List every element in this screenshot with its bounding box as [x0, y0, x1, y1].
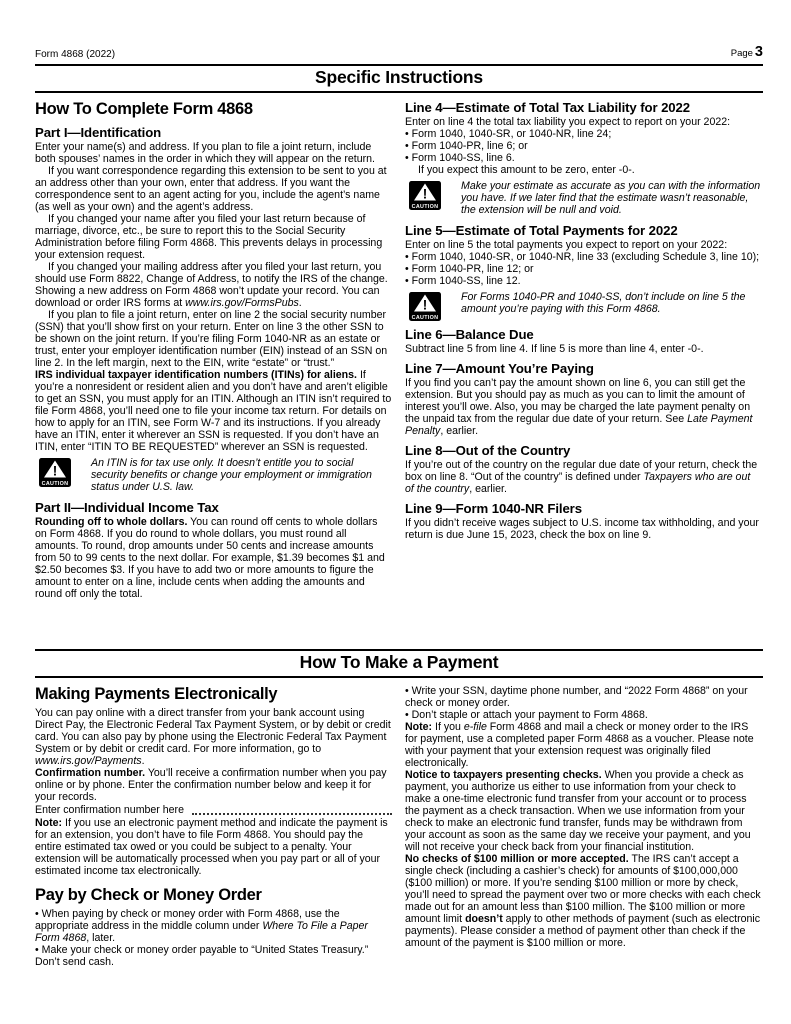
line-heading: Line 5—Estimate of Total Payments for 2022	[405, 222, 678, 238]
bullet-item: • Form 1040, 1040-SR, or 1040-NR, line 33 (excluding Schedule 3, line 10);	[405, 250, 760, 263]
subsection-heading: Pay by Check or Money Order	[35, 886, 262, 904]
confirmation-line	[35, 804, 392, 817]
caution-text: An ITIN is for tax use only. It doesn’t entitle you to social security benefits or change your employment or immigration status under U.S. law.	[91, 457, 372, 494]
bold-text: doesn’t	[465, 913, 503, 925]
subsection-heading: How To Complete Form 4868	[35, 100, 253, 118]
payment-right-column	[405, 685, 762, 968]
section-bar-specific-instructions	[35, 64, 763, 93]
line-heading: Line 7—Amount You’re Paying	[405, 360, 594, 376]
specific-instructions-right-column	[405, 100, 762, 649]
paragraph: If you didn’t receive wages subject to U.S. income tax withholding, and your return is due June 15, 2023, check the box on line 9.	[405, 516, 759, 541]
italic-text: Late Payment Penalty	[405, 412, 753, 437]
bullet-item: • Form 1040-SS, line 12.	[405, 274, 521, 287]
payment-columns	[35, 685, 763, 968]
paragraph: If you changed your mailing address after you filed your last return, you should use Form 8822, Change of Address, to notify the IRS of the change. Showing a new address on Form 4868 won’t update your record. You can download or order IRS forms at www.irs.gov/FormsPubs.	[35, 261, 388, 309]
bullet-item: • Form 1040-PR, line 6; or	[405, 140, 528, 152]
caution-note	[405, 180, 762, 217]
paragraph: If you’re out of the country on the regular due date of your return, check the box on line 8. “Out of the country” is defined under Taxpayers who are out of the country, earlier.	[405, 458, 758, 495]
bold-text: Note:	[405, 721, 433, 733]
paragraph: If you changed your name after you filed your last return because of marriage, divorce, etc., be sure to report this to the Social Security Administration before filing Form 4868. This prevents delays in processing your extension request.	[35, 213, 383, 261]
section-title-how-to-make-a-payment: How To Make a Payment	[299, 652, 499, 672]
page-number-value: 3	[754, 44, 763, 60]
paragraph: Confirmation number. You’ll receive a confirmation number when you pay online or by phone. Enter the confirmation number below and keep it for your records.	[35, 767, 387, 803]
form-id: Form 4868 (2022)	[35, 49, 116, 60]
paragraph: You can pay online with a direct transfer from your bank account using Direct Pay, the Electronic Federal Tax Payment System, or by debit or credit card. You can also pay by phone using the Electronic Federal Tax Payment System or by debit or credit card. For more information, go to www.irs.gov/Payments.	[35, 707, 391, 767]
payment-left-column	[35, 685, 392, 968]
paragraph: Enter your name(s) and address. If you plan to file a joint return, include both spouses’ names in the order in which they will appear on the return.	[35, 141, 375, 165]
paragraph: Rounding off to whole dollars. You can round off cents to whole dollars on Form 4868. If you do round to whole dollars, you must round all amounts. To round, drop amounts under 50 cents and increase amounts from 50 to 99 cents to the next dollar. For example, $1.39 becomes $1 and $2.50 becomes $3. If you have to add two or more amounts to figure the amount to enter on a line, include cents when adding the amounts and round off only the total.	[35, 515, 385, 600]
paragraph: If you find you can’t pay the amount shown on line 6, you can still get the extension. But you should pay as much as you can to limit the amount of interest you’ll owe. Also, you may be charged the late payment penalty on the unpaid tax from the regular due date of your return. See Late Payment Penalty, earlier.	[405, 376, 753, 437]
page-number	[731, 44, 763, 60]
bullet-item: • Form 1040, 1040-SR, or 1040-NR, line 24;	[405, 128, 612, 140]
italic-text: Where To File a Paper Form 4868	[35, 920, 368, 944]
page-label: Page	[730, 48, 753, 59]
bullet-item: • Don’t staple or attach your payment to Form 4868.	[405, 709, 648, 721]
bold-text: No checks of $100 million or more accepted.	[405, 853, 629, 865]
svg-text:!: !	[52, 463, 58, 479]
svg-text:CAUTION: CAUTION	[411, 204, 439, 210]
bullet-item: • When paying by check or money order with Form 4868, use the appropriate address in the middle column under Where To File a Paper Form 4868, later.	[35, 908, 368, 944]
section-bar-how-to-make-a-payment	[35, 649, 763, 678]
bullet-item: • Form 1040-PR, line 12; or	[405, 262, 534, 275]
caution-text: For Forms 1040-PR and 1040-SS, don’t include on line 5 the amount you’re paying with this Form 4868.	[461, 290, 746, 315]
subsection-heading: Making Payments Electronically	[35, 685, 278, 703]
italic-text: www.irs.gov/FormsPubs	[185, 297, 299, 309]
paragraph: Enter on line 4 the total tax liability you expect to report on your 2022:	[405, 116, 731, 128]
line-heading: Part I—Identification	[35, 125, 162, 140]
line-heading: Line 9—Form 1040-NR Filers	[405, 500, 582, 516]
confirmation-number-blank-line	[192, 813, 392, 815]
line-heading: Part II—Individual Income Tax	[35, 499, 219, 515]
svg-text:!: !	[422, 297, 428, 313]
paragraph: Subtract line 5 from line 4. If line 5 is more than line 4, enter -0-.	[405, 342, 704, 355]
caution-icon	[39, 458, 71, 487]
page-header	[35, 44, 763, 64]
svg-text:CAUTION: CAUTION	[41, 481, 69, 487]
svg-text:!: !	[422, 186, 428, 202]
italic-text: e-file	[463, 721, 487, 733]
section-title-specific-instructions: Specific Instructions	[315, 67, 483, 87]
bold-text: Note:	[35, 817, 63, 829]
bold-text: Confirmation number.	[35, 767, 146, 779]
specific-instructions-left-column	[35, 100, 392, 649]
confirmation-number-label: Enter confirmation number here	[35, 804, 184, 816]
bullet-item: • Form 1040-SS, line 6.	[405, 152, 515, 164]
caution-icon	[409, 292, 441, 321]
bold-text: Rounding off to whole dollars.	[35, 515, 188, 528]
paragraph: No checks of $100 million or more accepted. The IRS can’t accept a single check (including a cashier’s check) for amounts of $100,000,000 ($100 million) or more. If you’re sending $100 million or more by check, you’ll need to spread the payment over two or more checks with each check made out for an amount less than $100 million. The $100 million or more amount limit doesn’t apply to other methods of payment (such as electronic payments). Please consider a method of payment other than check if the amount of the payment is $100 million or more.	[405, 853, 761, 949]
caution-icon	[409, 181, 441, 210]
paragraph: Enter on line 5 the total payments you expect to report on your 2022:	[405, 238, 728, 251]
paragraph: Note: If you use an electronic payment method and indicate the payment is for an extension, you don’t have to file Form 4868. You should pay the entire estimated tax owed or you could be subject to a penalty. Your extension will be automatically processed when you pay part or all of your estimated income tax electronically.	[35, 817, 388, 877]
bullet-item: • Make your check or money order payable to “United States Treasury.” Don’t send cash.	[35, 944, 369, 968]
italic-text: www.irs.gov/Payments	[35, 755, 142, 767]
specific-instructions-columns	[35, 100, 763, 649]
bullet-item: • Write your SSN, daytime phone number, and “2022 Form 4868” on your check or money order.	[405, 685, 748, 709]
paragraph: If you plan to file a joint return, enter on line 2 the social security number (SSN) that you’ll show first on your return. Enter on line 3 the other SSN to be shown on the joint return. If you’re filing Form 1040-NR as an estate or trust, enter your employer identification number (EIN) instead of an SSN on line 2. In the left margin, next to the EIN, write “estate” or “trust.”	[35, 309, 388, 369]
caution-note	[405, 291, 762, 321]
caution-text: Make your estimate as accurate as you can with the information you have. If we later find that the estimate wasn’t reasonable, the extension will be null and void.	[461, 180, 761, 217]
bold-text: Notice to taxpayers presenting checks.	[405, 769, 602, 781]
paragraph: If you want correspondence regarding this extension to be sent to you at an address other than your own, enter that address. If you want the correspondence sent to an agent acting for you, include the agent’s name (as well as your own) and the agent’s address.	[35, 165, 387, 213]
svg-text:CAUTION: CAUTION	[411, 314, 439, 321]
line-heading: Line 4—Estimate of Total Tax Liability for 2022	[405, 100, 691, 115]
caution-note	[35, 457, 392, 494]
paragraph: If you expect this amount to be zero, enter -0-.	[418, 164, 635, 176]
paragraph: Notice to taxpayers presenting checks. When you provide a check as payment, you authorize us either to use information from your check to make a one-time electronic fund transfer from your account or to process the payment as a check transaction. When we use information from your check to make an electronic fund transfer, funds may be withdrawn from your account as soon as the same day we receive your payment, and you will not receive your check back from your financial institution.	[405, 769, 751, 853]
italic-text: Taxpayers who are out of the country	[405, 470, 751, 495]
bold-text: IRS individual taxpayer identification numbers (ITINs) for aliens.	[35, 369, 357, 381]
paragraph: IRS individual taxpayer identification numbers (ITINs) for aliens. If you’re a nonresident or resident alien and you don’t have and aren’t eligible to get an SSN, you must apply for an ITIN. Although an ITIN isn’t required to file Form 4868, you’ll need one to file your income tax return. For details on how to apply for an ITIN, see Form W-7 and its instructions. If you already have an ITIN, enter it wherever an SSN is requested. If you don’t have an ITIN, enter “ITIN TO BE REQUESTED” wherever an SSN is requested.	[35, 369, 392, 453]
paragraph: Note: If you e-file Form 4868 and mail a check or money order to the IRS for payment, use a completed paper Form 4868 as a voucher. Please note with your payment that your extension request was originally filed electronically.	[405, 721, 754, 769]
line-heading: Line 8—Out of the Country	[405, 442, 571, 458]
line-heading: Line 6—Balance Due	[405, 326, 534, 342]
